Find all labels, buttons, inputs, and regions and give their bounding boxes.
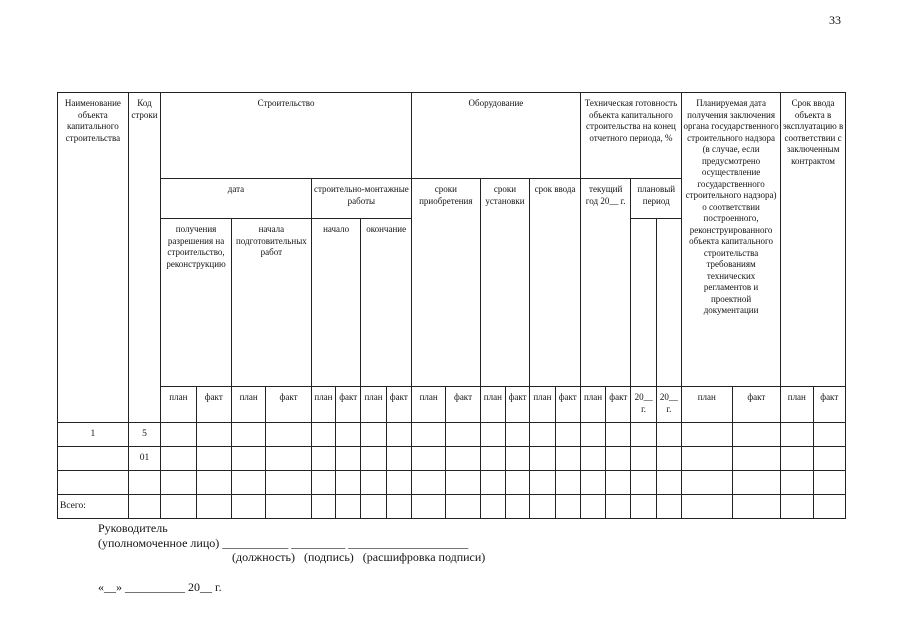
header-planned-period-blank-1 bbox=[631, 219, 656, 387]
data-cell bbox=[580, 447, 605, 471]
data-cell bbox=[196, 495, 231, 519]
header-installation-terms: сроки установки bbox=[480, 179, 530, 387]
header-permit: получения разрешения на строительство, реконструкцию bbox=[161, 219, 232, 387]
data-cell bbox=[311, 471, 335, 495]
data-cell bbox=[555, 495, 580, 519]
data-cell bbox=[411, 423, 445, 447]
signature-title: Руководитель bbox=[98, 521, 168, 535]
header-input-term: срок ввода bbox=[530, 179, 581, 387]
data-cell bbox=[361, 423, 386, 447]
data-cell bbox=[631, 423, 656, 447]
data-cell bbox=[446, 495, 480, 519]
header-fact: факт bbox=[446, 387, 480, 423]
data-cell bbox=[311, 495, 335, 519]
header-end: окончание bbox=[361, 219, 412, 387]
data-cell bbox=[732, 447, 781, 471]
header-plan: план bbox=[580, 387, 605, 423]
data-cell bbox=[781, 423, 813, 447]
header-fact: факт bbox=[813, 387, 846, 423]
header-fact: факт bbox=[555, 387, 580, 423]
data-cell bbox=[161, 447, 196, 471]
cell-row-code bbox=[128, 471, 160, 495]
data-cell bbox=[411, 495, 445, 519]
data-cell bbox=[530, 423, 555, 447]
header-row-code: Код строки bbox=[128, 93, 160, 423]
header-planned-period: плановый период bbox=[631, 179, 682, 219]
data-cell bbox=[555, 447, 580, 471]
data-cell bbox=[505, 471, 529, 495]
data-cell bbox=[386, 495, 411, 519]
data-cell bbox=[631, 495, 656, 519]
data-cell bbox=[781, 495, 813, 519]
data-cell bbox=[606, 447, 631, 471]
page-number: 33 bbox=[829, 13, 841, 27]
header-equipment: Оборудование bbox=[411, 93, 580, 179]
data-cell bbox=[196, 471, 231, 495]
table-row bbox=[58, 447, 846, 471]
data-cell bbox=[555, 423, 580, 447]
data-cell bbox=[606, 423, 631, 447]
data-cell bbox=[231, 471, 265, 495]
header-object-name: Наименование объекта капитального строительства bbox=[58, 93, 129, 423]
date-line: «__» __________ 20__ г. bbox=[98, 580, 222, 594]
data-cell bbox=[480, 423, 505, 447]
header-acquisition-terms: сроки приобретения bbox=[411, 179, 480, 387]
header-row-1 bbox=[58, 93, 846, 179]
data-cell bbox=[311, 423, 335, 447]
header-fact: факт bbox=[386, 387, 411, 423]
data-cell bbox=[386, 447, 411, 471]
cell-object-name: 1 bbox=[58, 423, 129, 447]
data-cell bbox=[656, 447, 681, 471]
header-fact: факт bbox=[732, 387, 781, 423]
header-row-plan-fact bbox=[58, 387, 846, 423]
data-cell bbox=[682, 447, 733, 471]
header-fact: факт bbox=[606, 387, 631, 423]
header-plan: план bbox=[161, 387, 196, 423]
data-cell bbox=[813, 423, 846, 447]
data-cell bbox=[446, 447, 480, 471]
data-cell bbox=[580, 495, 605, 519]
construction-report-table bbox=[57, 92, 846, 519]
header-plan: план bbox=[781, 387, 813, 423]
data-cell bbox=[555, 471, 580, 495]
data-cell bbox=[266, 495, 312, 519]
data-cell bbox=[813, 471, 846, 495]
table-row bbox=[58, 423, 846, 447]
header-cmr: строительно-монтажные работы bbox=[311, 179, 411, 219]
data-cell bbox=[336, 423, 361, 447]
header-construction: Строительство bbox=[161, 93, 412, 179]
header-current-year: текущий год 20__ г. bbox=[580, 179, 631, 387]
data-cell bbox=[480, 495, 505, 519]
data-cell bbox=[813, 495, 846, 519]
header-plan: план bbox=[682, 387, 733, 423]
data-cell bbox=[336, 471, 361, 495]
data-cell bbox=[530, 471, 555, 495]
data-cell bbox=[266, 423, 312, 447]
data-cell bbox=[196, 447, 231, 471]
cell-row-code: 01 bbox=[128, 447, 160, 471]
data-cell bbox=[266, 471, 312, 495]
data-cell bbox=[505, 423, 529, 447]
data-cell bbox=[446, 471, 480, 495]
data-cell bbox=[530, 447, 555, 471]
data-cell bbox=[231, 495, 265, 519]
data-cell bbox=[606, 471, 631, 495]
header-fact: факт bbox=[266, 387, 312, 423]
data-cell bbox=[311, 447, 335, 471]
data-cell bbox=[580, 423, 605, 447]
header-plan: план bbox=[530, 387, 555, 423]
header-fact: факт bbox=[196, 387, 231, 423]
header-planned-period-blank-2 bbox=[656, 219, 681, 387]
data-cell bbox=[781, 447, 813, 471]
data-cell bbox=[361, 447, 386, 471]
data-cell bbox=[480, 447, 505, 471]
data-cell bbox=[161, 471, 196, 495]
header-tech-readiness: Техническая готовность объекта капитального строительства на конец отчетного периода, % bbox=[580, 93, 681, 179]
table-row bbox=[58, 471, 846, 495]
data-cell bbox=[361, 495, 386, 519]
data-cell bbox=[161, 495, 196, 519]
data-cell bbox=[732, 471, 781, 495]
header-prep-start: начала подготовительных работ bbox=[231, 219, 311, 387]
header-planned-date: Планируемая дата получения заключения органа государственного строительного надзора (в случае, если предусмотрено осуществление государственного строительного надзора) о соответствии построенного, реконструированного объекта капитального строительства требованиям технических регламентов и проектной документации bbox=[682, 93, 781, 387]
header-date: дата bbox=[161, 179, 312, 219]
header-plan: план bbox=[311, 387, 335, 423]
data-cell bbox=[505, 447, 529, 471]
data-cell bbox=[266, 447, 312, 471]
header-year-a: 20__ г. bbox=[631, 387, 656, 423]
data-cell bbox=[813, 447, 846, 471]
data-cell bbox=[656, 471, 681, 495]
header-plan: план bbox=[480, 387, 505, 423]
data-cell bbox=[732, 423, 781, 447]
signature-line: (уполномоченное лицо) ___________ _________ ____________________ bbox=[98, 536, 469, 550]
table-row-total bbox=[58, 495, 846, 519]
data-cell bbox=[732, 495, 781, 519]
data-cell bbox=[682, 471, 733, 495]
data-cell bbox=[411, 471, 445, 495]
data-cell bbox=[781, 471, 813, 495]
header-year-b: 20__ г. bbox=[656, 387, 681, 423]
data-cell bbox=[161, 423, 196, 447]
data-cell bbox=[682, 495, 733, 519]
data-cell bbox=[631, 471, 656, 495]
data-cell bbox=[505, 495, 529, 519]
data-cell bbox=[386, 423, 411, 447]
data-cell bbox=[386, 471, 411, 495]
data-cell bbox=[446, 423, 480, 447]
data-cell bbox=[336, 447, 361, 471]
data-cell bbox=[231, 423, 265, 447]
cell-row-code: 5 bbox=[128, 423, 160, 447]
cell-total-label: Всего: bbox=[58, 495, 129, 519]
header-fact: факт bbox=[505, 387, 529, 423]
cell-object-name bbox=[58, 447, 129, 471]
data-cell bbox=[231, 447, 265, 471]
data-cell bbox=[480, 471, 505, 495]
data-cell bbox=[631, 447, 656, 471]
data-cell bbox=[411, 447, 445, 471]
cell-object-name bbox=[58, 471, 129, 495]
header-fact: факт bbox=[336, 387, 361, 423]
header-plan: план bbox=[361, 387, 386, 423]
data-cell bbox=[196, 423, 231, 447]
data-cell bbox=[530, 495, 555, 519]
data-cell bbox=[336, 495, 361, 519]
signature-captions: (должность) (подпись) (расшифровка подписи) bbox=[232, 550, 486, 564]
header-plan: план bbox=[231, 387, 265, 423]
data-cell bbox=[656, 495, 681, 519]
data-cell bbox=[656, 423, 681, 447]
data-cell bbox=[580, 471, 605, 495]
header-commissioning: Срок ввода объекта в эксплуатацию в соответствии с заключенным контрактом bbox=[781, 93, 846, 387]
header-plan: план bbox=[411, 387, 445, 423]
data-cell bbox=[361, 471, 386, 495]
cell-row-code bbox=[128, 495, 160, 519]
data-cell bbox=[682, 423, 733, 447]
header-start: начало bbox=[311, 219, 361, 387]
data-cell bbox=[606, 495, 631, 519]
